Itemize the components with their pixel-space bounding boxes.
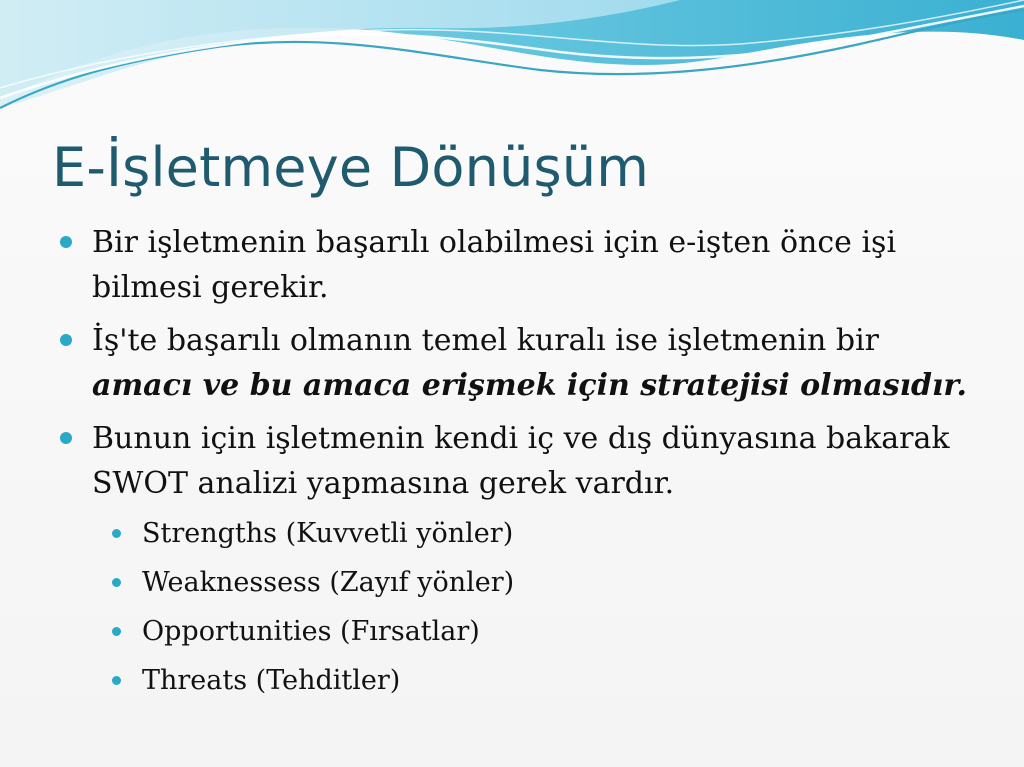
sub-bullet-dot-icon xyxy=(112,627,121,636)
bullet-lead-text: İş'te başarılı olmanın temel kuralı ise işletmenin bir xyxy=(92,323,880,358)
bullet-text: Bir işletmenin başarılı olabilmesi için e-işten önce işi bilmesi gerekir. xyxy=(92,225,897,305)
sub-bullet-text: Opportunities (Fırsatlar) xyxy=(142,616,480,647)
sub-bullet-dot-icon xyxy=(112,578,121,587)
bullet-item xyxy=(60,220,980,310)
sub-bullet-dot-icon xyxy=(112,529,121,538)
swot-threats-item xyxy=(92,661,980,700)
bullet-item xyxy=(60,416,980,700)
bullet-item xyxy=(60,318,980,408)
bullet-emphasis-text: amacı ve bu amaca erişmek için stratejisi olmasıdır. xyxy=(92,368,967,403)
sub-bullet-text: Threats (Tehditler) xyxy=(142,665,401,696)
slide-content xyxy=(60,220,980,710)
sub-bullet-text: Strengths (Kuvvetli yönler) xyxy=(142,518,514,549)
swot-strengths-item xyxy=(92,514,980,553)
bullet-dot-icon xyxy=(60,432,72,444)
swot-opportunities-item xyxy=(92,612,980,651)
sub-bullet-dot-icon xyxy=(112,676,121,685)
bullet-text: Bunun için işletmenin kendi iç ve dış dünyasına bakarak SWOT analizi yapmasına gerek vardır. xyxy=(92,421,950,501)
header-wave-decoration xyxy=(0,0,1024,120)
slide-title: E-İşletmeye Dönüşüm xyxy=(52,136,650,199)
swot-sublist xyxy=(92,514,980,700)
bullet-list xyxy=(60,220,980,700)
bullet-dot-icon xyxy=(60,334,72,346)
bullet-dot-icon xyxy=(60,236,72,248)
sub-bullet-text: Weaknessess (Zayıf yönler) xyxy=(142,567,515,598)
swot-weaknesses-item xyxy=(92,563,980,602)
